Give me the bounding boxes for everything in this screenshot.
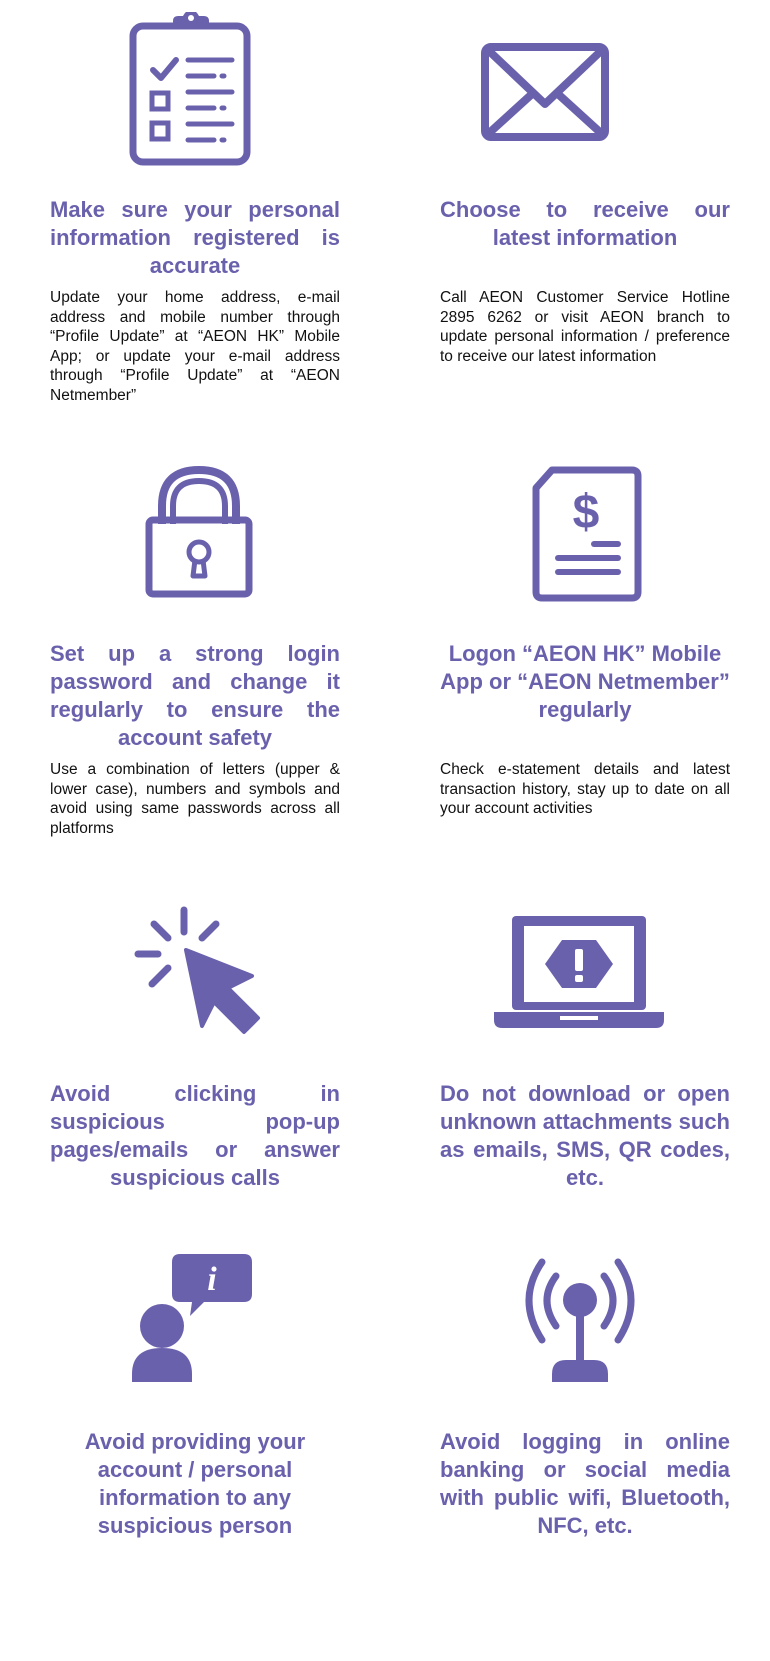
tip-description: Call AEON Customer Service Hotline 2895 6262 or visit AEON branch to update personal information / preference to receive our latest information bbox=[440, 289, 730, 365]
tip-title: Make sure your personal information registered is accurate bbox=[50, 197, 340, 278]
person-info-icon bbox=[132, 1250, 262, 1386]
svg-text:i: i bbox=[207, 1261, 217, 1298]
envelope-icon bbox=[480, 42, 610, 142]
tip-title: Choose to receive our latest information bbox=[440, 197, 730, 250]
tip-title: Avoid logging in online banking or social media with public wifi, Bluetooth, NFC, etc. bbox=[440, 1429, 730, 1538]
tip-title: Avoid providing your account / personal information to any suspicious person bbox=[84, 1429, 306, 1538]
tip-title: Set up a strong login password and change it regularly to ensure the account safety bbox=[50, 641, 340, 750]
laptop-warning-icon bbox=[494, 912, 664, 1030]
padlock-icon bbox=[144, 464, 254, 598]
tip-title: Do not download or open unknown attachments such as emails, SMS, QR codes, etc. bbox=[440, 1081, 730, 1190]
tip-title: Avoid clicking in suspicious pop-up pages/emails or answer suspicious calls bbox=[50, 1081, 340, 1190]
clipboard-checklist-icon bbox=[128, 12, 254, 168]
tip-description: Update your home address, e-mail address and mobile number through “Profile Update” at “AEON HK” Mobile App; or update your e-mail address through “Profile Update” at “AEON Netmember” bbox=[50, 289, 340, 404]
cursor-click-icon bbox=[130, 906, 270, 1036]
svg-text:$: $ bbox=[572, 486, 600, 539]
tip-title: Logon “AEON HK” Mobile App or “AEON Netmember” regularly bbox=[440, 641, 730, 722]
tip-description: Use a combination of letters (upper & lower case), numbers and symbols and avoid using same passwords across all platforms bbox=[50, 761, 340, 837]
broadcast-antenna-icon bbox=[512, 1252, 648, 1386]
tip-description: Check e-statement details and latest transaction history, stay up to date on all your account activities bbox=[440, 761, 730, 817]
dollar-statement-icon bbox=[532, 466, 642, 602]
